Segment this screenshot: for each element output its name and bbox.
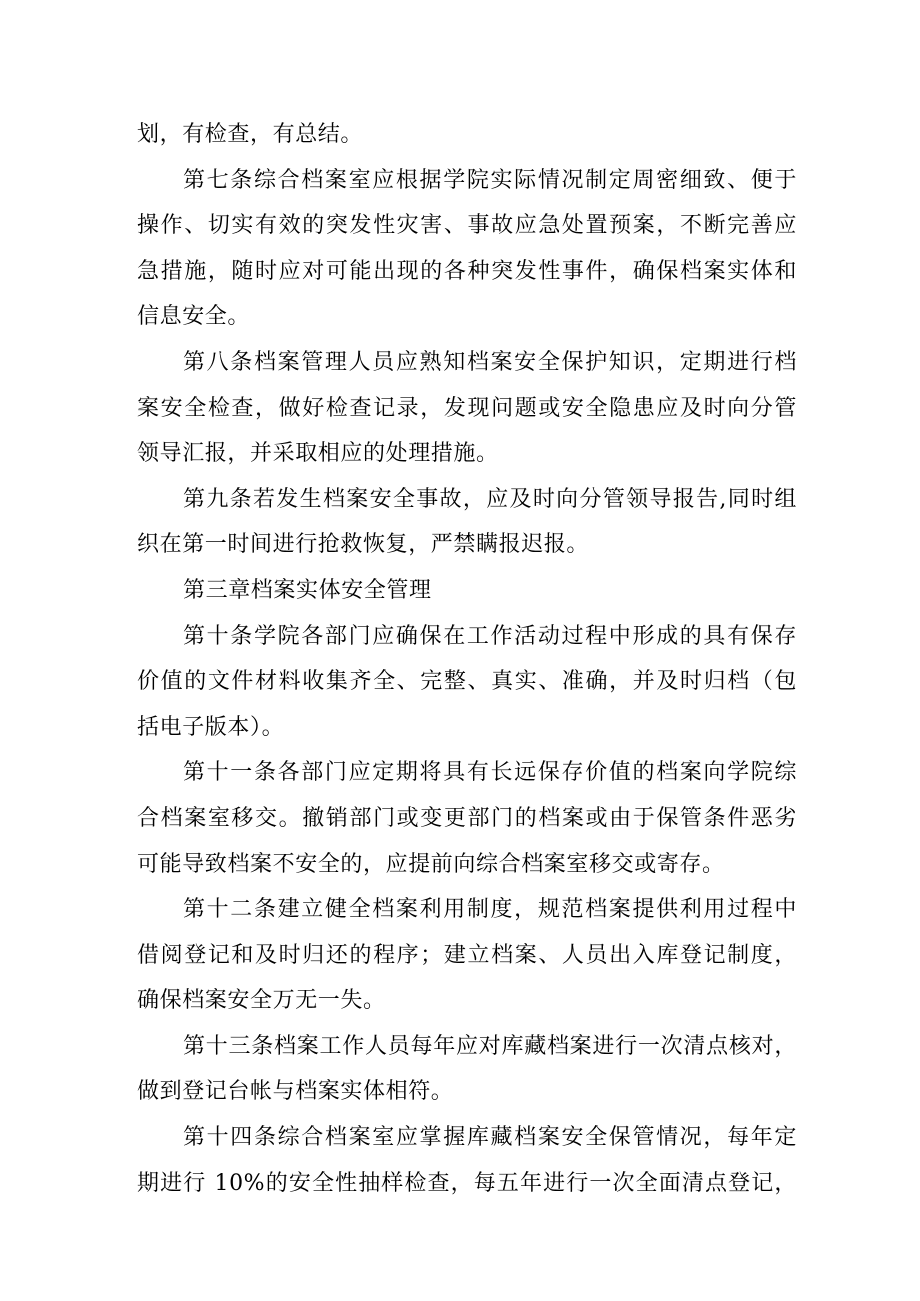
text-line: 第三章档案实体安全管理 <box>183 577 432 603</box>
text-line: 划，有检查，有总结。 <box>137 122 364 147</box>
document-body <box>137 112 797 1206</box>
text-line: 第十二条建立健全档案利用制度，规范档案提供利用过程中 <box>183 897 797 923</box>
text-line: 做到登记台帐与档案实体相符。 <box>137 1079 454 1105</box>
text-line: 第十四条综合档案室应掌握库藏档案安全保管情况，每年定 <box>183 1125 797 1151</box>
text-line: 第七条综合档案室应根据学院实际情况制定周密细致、便于 <box>183 167 797 193</box>
text-line: 合档案室移交。撤销部门或变更部门的档案或由于保管条件恶劣 <box>137 805 797 831</box>
text-line: 织在第一时间进行抢救恢复，严禁瞒报迟报。 <box>137 532 590 558</box>
text-line: 第十条学院各部门应确保在工作活动过程中形成的具有保存 <box>183 623 797 649</box>
text-line: 可能导致档案不安全的，应提前向综合档案室移交或寄存。 <box>137 851 725 877</box>
text-line: 领导汇报，并采取相应的处理措施。 <box>137 441 499 467</box>
text-line: 第十一条各部门应定期将具有长远保存价值的档案向学院综 <box>183 760 797 786</box>
text-line: 确保档案安全万无一失。 <box>137 988 386 1014</box>
text-line: 急措施，随时应对可能出现的各种突发性事件，确保档案实体和 <box>137 258 797 284</box>
text-line: 第九条若发生档案安全事故，应及时向分管领导报告,同时组 <box>183 486 797 512</box>
text-line: 案安全检查，做好检查记录，发现问题或安全隐患应及时向分管 <box>137 395 797 421</box>
text-line: 第十三条档案工作人员每年应对库藏档案进行一次清点核对， <box>183 1033 797 1059</box>
text-line: 期进行 10%的安全性抽样检查，每五年进行一次全面清点登记， <box>137 1170 797 1196</box>
text-line: 括电子版本）。 <box>137 714 285 740</box>
text-line: 信息安全。 <box>137 304 251 330</box>
text-line: 操作、切实有效的突发性灾害、事故应急处置预案，不断完善应 <box>137 213 797 239</box>
text-line: 借阅登记和及时归还的程序；建立档案、人员出入库登记制度， <box>137 942 797 968</box>
text-line: 价值的文件材料收集齐全、完整、真实、准确，并及时归档（包 <box>137 669 797 695</box>
text-line: 第八条档案管理人员应熟知档案安全保护知识，定期进行档 <box>183 349 797 375</box>
